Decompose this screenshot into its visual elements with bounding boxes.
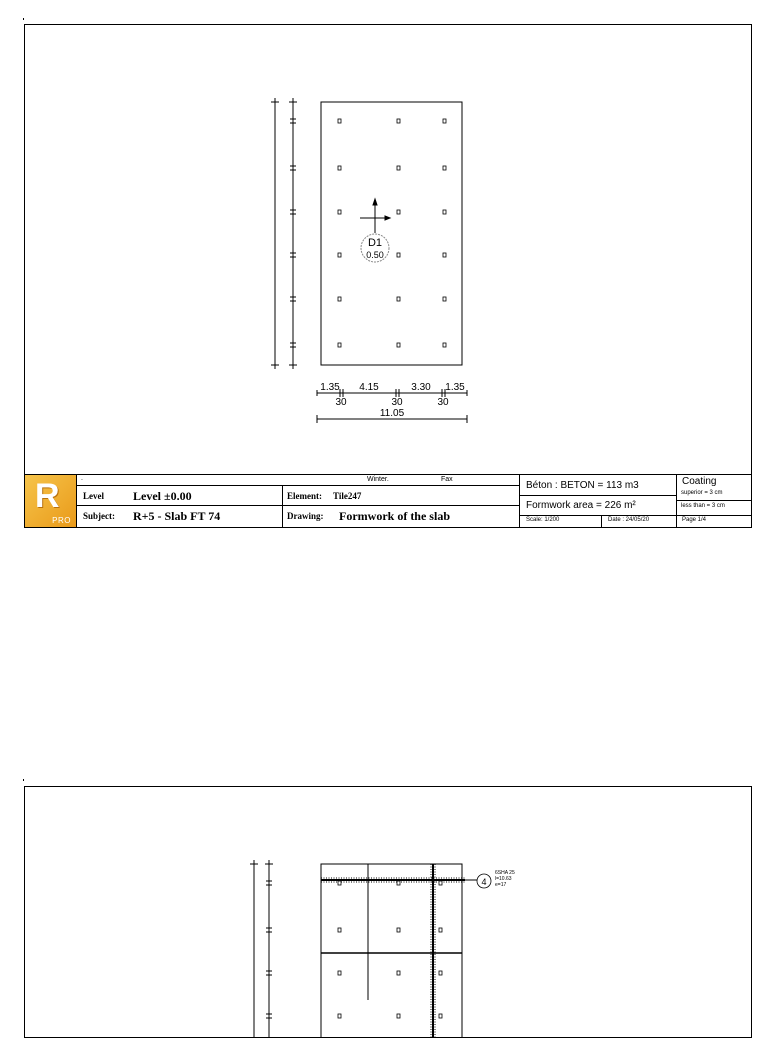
- subject-label: Subject:: [83, 511, 115, 521]
- dim-total-label: 11.05: [379, 408, 405, 419]
- robot-logo: [25, 475, 76, 527]
- coating-superior: superior = 3 cm: [681, 490, 723, 496]
- level-label: Level: [83, 491, 104, 501]
- coating-cell: [676, 475, 751, 516]
- slab-reinforcement-plan: [25, 787, 751, 1037]
- rebar-marker-number: 4: [481, 877, 487, 887]
- title-block: [25, 474, 751, 527]
- column-markers: [338, 119, 446, 347]
- date-text: Date : 24/05/20: [608, 517, 650, 523]
- drawing-sheet-2: [24, 786, 752, 1038]
- top-mid-2: Fax: [441, 476, 453, 483]
- title-block-top-strip: [76, 475, 519, 486]
- marker-name: D1: [367, 237, 383, 249]
- slab-outline: [321, 102, 462, 365]
- date-cell: [601, 516, 676, 527]
- dim-sub-label: 30: [391, 397, 403, 408]
- rebar-label-line2: l=10.63: [495, 876, 512, 882]
- page-cell: [676, 516, 751, 527]
- dim-label: 4.15: [359, 382, 379, 393]
- vertical-dimension-lines: [250, 860, 273, 1037]
- dim-label: 1.35: [445, 382, 465, 393]
- level-cell: [76, 486, 282, 506]
- dim-sub-label: 30: [437, 397, 449, 408]
- top-mid-1: Winter.: [367, 476, 389, 483]
- column-markers: [338, 881, 442, 1018]
- slab-formwork-plan: [25, 25, 751, 475]
- element-label: Element:: [287, 491, 322, 501]
- formwork-area-cell: [519, 496, 676, 516]
- beton-text: Béton : BETON = 113 m3: [526, 480, 639, 491]
- subject-cell: [76, 506, 282, 527]
- logo-letter: R: [35, 477, 60, 515]
- top-dot: .: [81, 475, 83, 482]
- dim-sub-label: 30: [335, 397, 347, 408]
- drawing-cell: [282, 506, 519, 527]
- corner-mark-1: [23, 18, 24, 20]
- subject-value: R+5 - Slab FT 74: [133, 509, 221, 523]
- logo-pro-label: PRO: [52, 516, 71, 525]
- coating-less: less than = 3 cm: [681, 503, 725, 509]
- level-value: Level ±0.00: [133, 489, 192, 503]
- coating-title: Coating: [682, 476, 717, 487]
- page-text: Page 1/4: [682, 517, 707, 523]
- dim-label: 1.35: [320, 382, 340, 393]
- rebar-label-line3: e=17: [495, 882, 507, 888]
- drawing-value: Formwork of the slab: [339, 509, 450, 523]
- rebar-bars: [321, 864, 477, 1037]
- beton-cell: [519, 475, 676, 496]
- drawing-sheet-1: [24, 24, 752, 528]
- direction-arrows: [360, 199, 390, 233]
- scale-text: Scale: 1/200: [526, 517, 560, 523]
- corner-mark-2: [23, 779, 24, 781]
- formwork-area-text: Formwork area = 226 m²: [526, 500, 636, 511]
- element-value: Tile247: [333, 491, 362, 501]
- rebar-label-line1: 6SHA 25: [495, 870, 515, 876]
- marker-value: 0.50: [366, 250, 384, 260]
- dim-label: 3.30: [411, 382, 431, 393]
- slab-outline: [321, 864, 462, 1037]
- scale-cell: [519, 516, 601, 527]
- drawing-label: Drawing:: [287, 511, 324, 521]
- element-cell: [282, 486, 519, 506]
- vertical-dimension-lines: [271, 98, 297, 369]
